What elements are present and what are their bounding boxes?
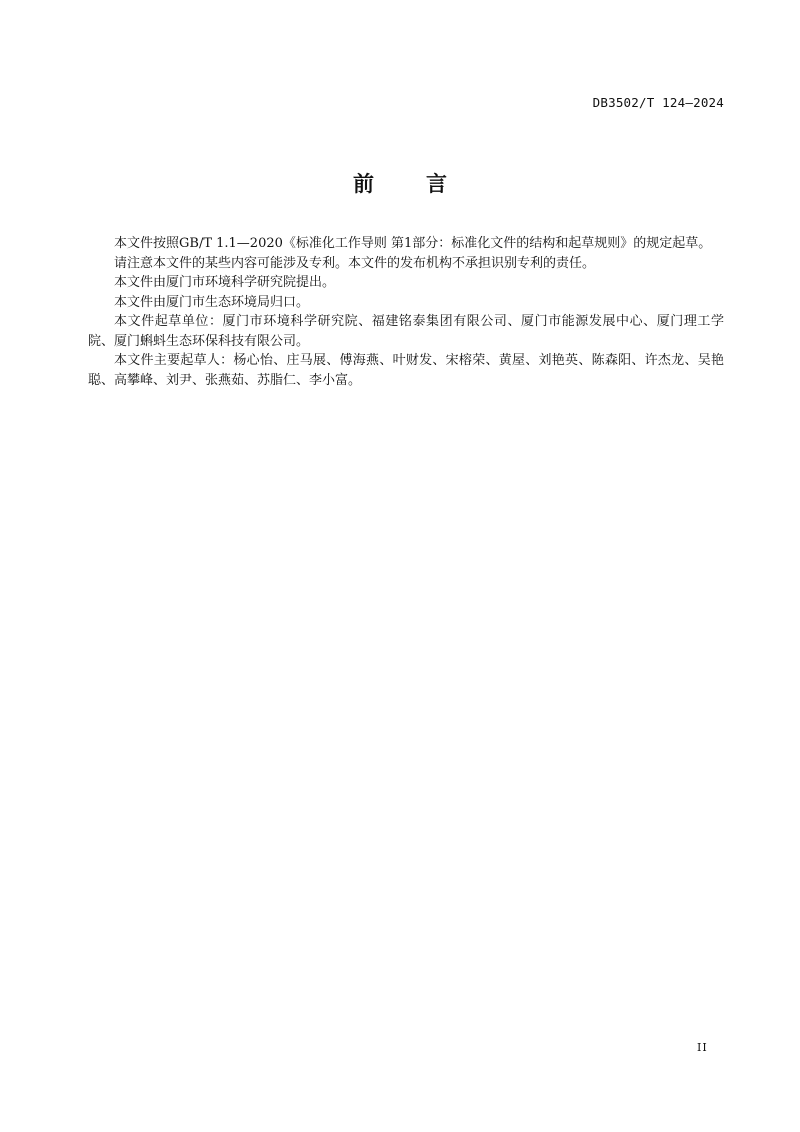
page-title — [0, 168, 800, 198]
paragraph-drafting-basis: 本文件按照GB/T 1.1—2020《标准化工作导则 第1部分：标准化文件的结构和起草规则》的规定起草。 — [114, 236, 712, 251]
title-char-2: 言 — [426, 172, 447, 196]
paragraph-patent-notice: 请注意本文件的某些内容可能涉及专利。本文件的发布机构不承担识别专利的责任。 — [114, 255, 596, 271]
paragraph-drafters: 本文件主要起草人：杨心怡、庄马展、傅海燕、叶财发、宋榕荣、黄屋、刘艳英、陈森阳、许杰龙、吴艳聪、高攀峰、刘尹、张燕茹、苏脂仁、李小富。 — [88, 353, 724, 388]
paragraph-centralized-by: 本文件由厦门市生态环境局归口。 — [114, 294, 310, 310]
foreword-body — [88, 234, 724, 390]
page-number: II — [697, 1041, 708, 1054]
standard-code: DB3502/T 124—2024 — [592, 95, 724, 110]
paragraph-proposer: 本文件由厦门市环境科学研究院提出。 — [114, 275, 336, 290]
title-char-1: 前 — [353, 172, 374, 196]
paragraph-drafting-units: 本文件起草单位：厦门市环境科学研究院、福建铭泰集团有限公司、厦门市能源发展中心、厦门理工学院、厦门蝌蚪生态环保科技有限公司。 — [88, 314, 724, 349]
